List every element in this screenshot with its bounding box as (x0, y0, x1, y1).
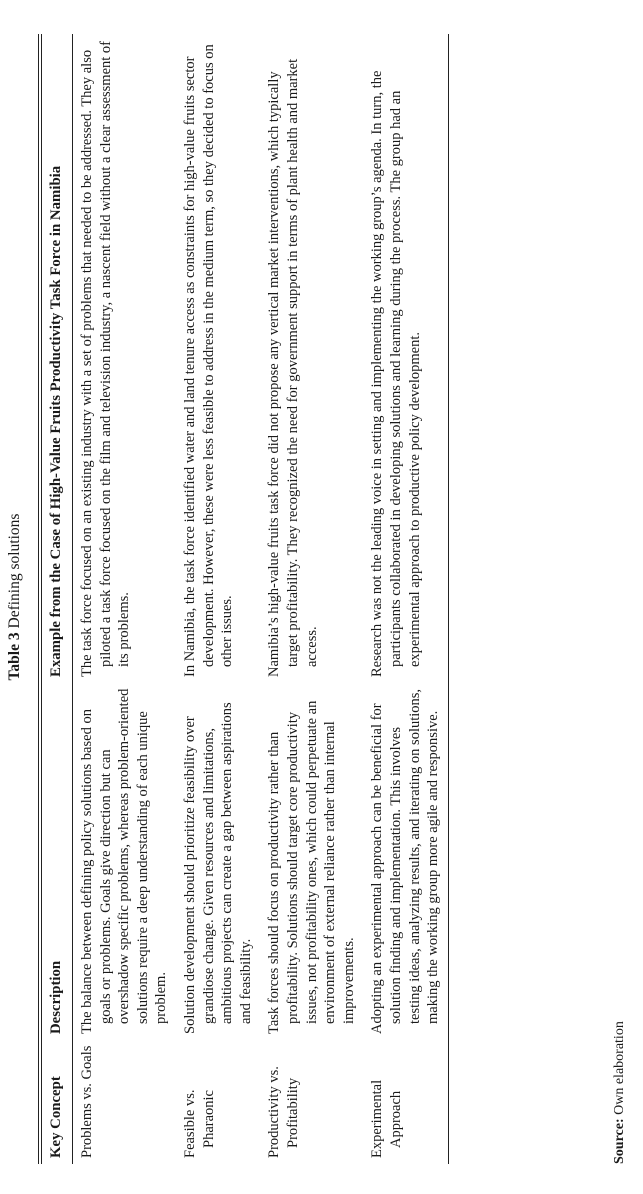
description-text: Task forces should focus on productivity rather than profitability. Solutions should target core productivity issues, not profitability ones, which could perpetuate an environment of external reliance rather than internal improvements. (266, 700, 357, 1034)
source-note (612, 1021, 628, 1164)
example-cell (363, 34, 448, 683)
concept-text: Problems vs. Goals (79, 1045, 95, 1158)
example-text: Research was not the leading voice in setting and implementing the working group’s agenda. In turn, the participants collaborated in developing solutions and learning during the process. The group had an experimental approach to productive policy development. (369, 70, 423, 677)
concept-cell (363, 1040, 448, 1164)
top-rule-2 (41, 34, 42, 1164)
header-example: Example from the Case of High-Value Fruits Productivity Task Force in Namibia (44, 34, 73, 683)
example-cell (176, 34, 260, 683)
description-cell (73, 683, 176, 1040)
table-row (260, 34, 363, 1164)
example-cell (73, 34, 176, 683)
table-header-row (44, 34, 73, 1164)
solutions-table (44, 34, 449, 1164)
description-text: Solution development should prioritize feasibility over grandiose change. Given resources and limitations, ambitious projects can create a gap between aspirations and feasibility. (181, 702, 254, 1034)
table-row (73, 34, 176, 1164)
table-caption (6, 0, 24, 1194)
description-text: Adopting an experimental approach can be beneficial for solution finding and implementation. This involves testing ideas, analyzing results, and iterating on solutions, making the working group more agile and responsive. (369, 688, 442, 1034)
top-rule-1 (38, 34, 39, 1164)
description-text: The balance between defining policy solutions based on goals or problems. Goals give direction but can overshadow specific problems, whereas problem-oriented solutions require a deep understanding of each unique problem. (79, 688, 170, 1034)
concept-text: Experimental Approach (369, 1079, 404, 1158)
description-cell (176, 683, 260, 1040)
example-text: Namibia’s high-value fruits task force did not propose any vertical market interventions, which typically target profitability. They recognized the need for government support in terms of plant health and market access. (266, 58, 320, 677)
description-cell (363, 683, 448, 1040)
concept-text: Feasible vs. Pharaonic (181, 1089, 217, 1158)
header-description: Description (44, 683, 73, 1040)
example-text: The task force focused on an existing industry with a set of problems that needed to be addressed. They also piloted a task force focused on the film and television industry, a nascent field without a clear assessment of its problems. (79, 41, 133, 677)
example-cell (260, 34, 363, 683)
concept-text: Productivity vs. Profitability (266, 1066, 301, 1158)
example-text: In Namibia, the task force identified water and land tenure access as constraints for high-value fruits sector development. However, these were less feasible to address in the medium term, so they decided to focus on other issues. (181, 44, 236, 677)
description-cell (260, 683, 363, 1040)
source-label: Source: (612, 1118, 627, 1164)
table-row (176, 34, 260, 1164)
concept-cell (176, 1040, 260, 1164)
table-row (363, 34, 448, 1164)
table-caption-label: Table 3 (6, 632, 23, 681)
concept-cell (260, 1040, 363, 1164)
table-caption-title: Defining solutions (6, 513, 23, 629)
header-key-concept: Key Concept (44, 1040, 73, 1164)
source-text: Own elaboration (612, 1021, 627, 1115)
concept-cell (73, 1040, 176, 1164)
